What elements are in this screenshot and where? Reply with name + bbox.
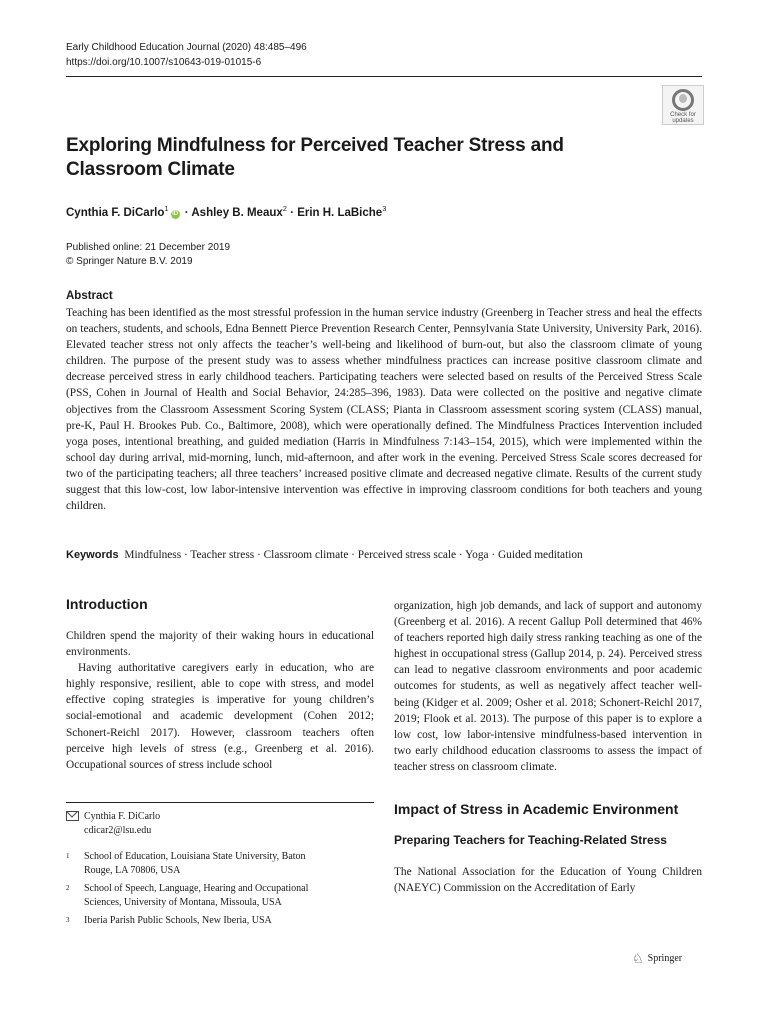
section-heading-impact: Impact of Stress in Academic Environment	[394, 801, 679, 818]
contact-name: Cynthia F. DiCarlo	[84, 811, 161, 822]
doi-link[interactable]: https://doi.org/10.1007/s10643-019-01015-6	[66, 57, 262, 68]
copyright: © Springer Nature B.V. 2019	[66, 256, 193, 267]
journal-citation: Early Childhood Education Journal (2020) 48:485–496	[66, 42, 307, 53]
right-column	[394, 598, 702, 896]
affiliation-text: School of Education, Louisiana State University, Baton Rouge, LA 70806, USA	[84, 851, 306, 876]
author-name[interactable]: Cynthia F. DiCarlo	[66, 206, 165, 219]
publisher-logo	[632, 952, 682, 965]
springer-horse-icon: ♘	[632, 951, 644, 966]
check-updates-label-1: Check for	[670, 112, 696, 118]
affiliation	[66, 882, 374, 909]
paragraph: Children spend the majority of their waking hours in educational environments.	[66, 630, 374, 659]
keywords	[66, 549, 702, 561]
header-rule	[66, 76, 702, 77]
paragraph: Having authoritative caregivers early in education, who are highly responsive, resilient, able to cope with stress, and model effective coping strategies is imperative for young children’s social-emotional and academic development (Cohen 2012; Schonert-Reichl 2017). However, classroom teachers often perceive high levels of stress (e.g., Greenberg et al. 2016). Occupational sources of stress include school	[66, 662, 374, 771]
check-for-updates-badge[interactable]	[662, 85, 704, 125]
footnote-rule	[66, 802, 374, 803]
author-name[interactable]: Erin H. LaBiche	[297, 206, 383, 219]
author-name[interactable]: Ashley B. Meaux	[191, 206, 283, 219]
abstract-heading: Abstract	[66, 290, 113, 302]
publisher-name: Springer	[647, 953, 683, 964]
section-heading-introduction: Introduction	[66, 596, 148, 612]
subsection-heading: Preparing Teachers for Teaching-Related Stress	[394, 833, 667, 848]
corresponding-author	[66, 810, 160, 837]
published-date: Published online: 21 December 2019	[66, 242, 230, 253]
affiliation-text: Iberia Parish Public Schools, New Iberia, USA	[84, 915, 272, 926]
affiliation-number: 2	[66, 884, 70, 892]
mail-icon	[66, 811, 79, 821]
journal-header	[66, 40, 307, 70]
author-separator: ·	[286, 206, 298, 219]
left-column	[66, 596, 374, 773]
orcid-icon[interactable]: iD	[172, 210, 179, 217]
paragraph: organization, high job demands, and lack of support and autonomy (Greenberg et al. 2016). A recent Gallup Poll determined that 46% of teachers reported high daily stress ranking teaching as one of the highest in occupational stress (Gallup 2014, p. 24). Perceived stress can lead to negative classroom environments and poor academic outcomes for students, as well as negatively affect teacher well-being (Kidger et al. 2009; Osher et al. 2018; Schonert-Reichl 2017, 2019; Flook et al. 2013). The purpose of this paper is to explore a low cost, low labor-intensive mindfulness-based intervention in two early childhood education classrooms to assess the impact of teacher stress on classroom climate.	[394, 600, 702, 773]
author-list	[66, 204, 386, 219]
affiliation-number: 3	[66, 916, 70, 924]
affiliation	[66, 850, 374, 877]
affiliation-text: School of Speech, Language, Hearing and Occupational Sciences, University of Montana, Missoula, USA	[84, 883, 309, 908]
publication-info	[66, 241, 230, 269]
abstract-text: Teaching has been identified as the most stressful profession in the human service industry (Greenberg in Teacher stress and heal the effects on teachers, students, and schools, Edna Bennett Pierce Prevention Research Center, Pennsylvania State University, University Park, 2016). Elevated teacher stress not only affects the teacher’s well-being and likelihood of burn-out, but also the classroom climate of young children. The purpose of the present study was to assess whether mindfulness practices can increase positive classroom climate and decrease perceived stress in early childhood teachers. Participating teachers were selected based on results of the Perceived Stress Scale (PSS, Cohen in Journal of Health and Social Behavior, 24:285–396, 1983). Data were collected on the positive and negative climate objectives from the Classroom Assessment Scoring System (CLASS; Pianta in Classroom assessment scoring system (CLASS) manual, pre-K, Paul H. Brookes Pub. Co., Baltimore, 2008), which were operationally defined. The Mindfulness Practices Intervention included yoga poses, intentional breathing, and guided mediation (Harris in Mindfulness 7:143–154, 2015), which were implemented within the school day during arrival, mid-morning, lunch, mid-afternoon, and after work in the evening. Perceived Stress Scale scores decreased for two of the participating teachers; all three teachers’ increased positive climate and decreased negative climate. Results of the current study suggest that this low-cost, low labor-intensive intervention was effective in improving classroom conditions for both teachers and young children.	[66, 307, 702, 513]
keywords-list: Mindfulness · Teacher stress · Classroom climate · Perceived stress scale · Yoga · Guided meditation	[124, 549, 583, 561]
author-separator: ·	[181, 206, 192, 219]
keywords-label: Keywords	[66, 549, 119, 561]
affiliation	[66, 914, 374, 928]
contact-email[interactable]: cdicar2@lsu.edu	[84, 824, 152, 836]
affiliation-number: 1	[66, 852, 70, 860]
article-title: Exploring Mindfulness for Perceived Teacher Stress and Classroom Climate	[66, 135, 564, 180]
author-affiliation-marker: 1	[164, 204, 169, 213]
paragraph: The National Association for the Education of Young Children (NAEYC) Commission on the Accreditation of Early	[394, 866, 702, 895]
author-affiliation-marker: 2	[282, 204, 287, 213]
check-updates-label-2: updates	[672, 118, 694, 124]
check-updates-icon	[672, 89, 694, 111]
author-affiliation-marker: 3	[382, 204, 387, 213]
